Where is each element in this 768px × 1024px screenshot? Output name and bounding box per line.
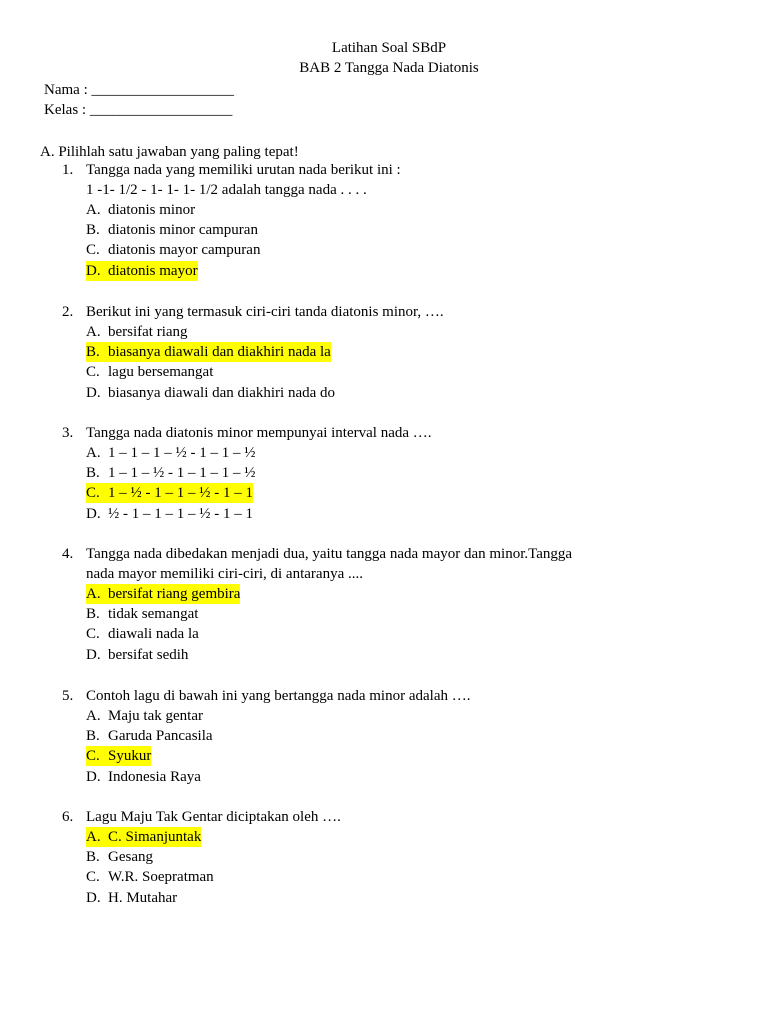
option-letter: B. <box>86 222 100 239</box>
option-text: 1 – 1 – 1 – ½ - 1 – 1 – ½ <box>108 445 256 461</box>
option-letter: D. <box>86 646 101 663</box>
question-body <box>86 160 676 281</box>
option-letter: B. <box>86 606 100 623</box>
question-text: Contoh lagu di bawah ini yang bertangga nada minor adalah …. <box>86 688 471 704</box>
answer-option <box>86 706 676 726</box>
answer-option <box>86 322 676 342</box>
option-text: biasanya diawali dan diakhiri nada la <box>108 344 331 361</box>
answer-option <box>86 362 676 382</box>
option-letter: C. <box>86 242 100 259</box>
highlighted-answer <box>86 584 240 604</box>
question-number: 2. <box>62 304 74 320</box>
answer-option <box>86 443 676 463</box>
option-text: Gesang <box>108 849 153 866</box>
answer-option <box>86 746 676 766</box>
highlighted-answer <box>86 827 201 847</box>
question-text: Lagu Maju Tak Gentar diciptakan oleh …. <box>86 809 341 825</box>
option-text: biasanya diawali dan diakhiri nada do <box>108 384 336 401</box>
question-text: Tangga nada yang memiliki urutan nada berikut ini : <box>86 162 401 178</box>
option-text: diatonis minor campuran <box>108 222 258 239</box>
option-content <box>86 463 256 483</box>
answer-option <box>86 827 676 847</box>
question-body <box>86 302 676 403</box>
option-letter: B. <box>86 849 100 866</box>
answer-option <box>86 604 676 624</box>
option-content <box>86 240 260 260</box>
answer-option <box>86 261 676 281</box>
option-text: Garuda Pancasila <box>108 728 213 745</box>
option-content <box>86 867 214 887</box>
option-letter: A. <box>86 586 101 602</box>
option-letter: C. <box>86 748 100 765</box>
option-letter: D. <box>86 889 101 906</box>
option-letter: B. <box>86 465 100 482</box>
answer-option <box>86 483 676 503</box>
option-text: diatonis minor <box>108 202 196 218</box>
option-text: Maju tak gentar <box>108 708 203 724</box>
option-text: diatonis mayor campuran <box>108 242 261 259</box>
option-letter: A. <box>86 202 101 218</box>
option-content <box>86 383 335 403</box>
option-text: diawali nada la <box>108 626 199 643</box>
question-number: 3. <box>62 425 74 441</box>
question-body <box>86 423 676 524</box>
answer-option <box>86 767 676 787</box>
option-letter: A. <box>86 324 101 340</box>
option-text: H. Mutahar <box>108 889 178 906</box>
option-text: diatonis mayor <box>108 262 198 279</box>
question-number: 4. <box>62 546 74 562</box>
option-content <box>86 200 195 220</box>
answer-option <box>86 383 676 403</box>
highlighted-answer <box>86 342 331 362</box>
question-number: 5. <box>62 688 74 704</box>
option-text: Syukur <box>108 748 152 765</box>
question-text: Tangga nada dibedakan menjadi dua, yaitu tangga nada mayor dan minor.Tangga <box>86 546 573 562</box>
answer-option <box>86 584 676 604</box>
option-text: tidak semangat <box>108 606 199 623</box>
answer-option <box>86 867 676 887</box>
question-body <box>86 544 676 665</box>
answer-option <box>86 342 676 362</box>
question-text: Tangga nada diatonis minor mempunyai interval nada …. <box>86 425 432 441</box>
option-text: 1 – ½ - 1 – 1 – ½ - 1 – 1 <box>108 485 253 502</box>
option-letter: D. <box>86 768 101 785</box>
option-letter: C. <box>86 364 100 381</box>
answer-option <box>86 504 676 524</box>
option-letter: D. <box>86 384 101 401</box>
option-text: 1 – 1 – ½ - 1 – 1 – 1 – ½ <box>108 465 256 482</box>
question-number: 6. <box>62 809 74 825</box>
answer-option <box>86 847 676 867</box>
option-letter: B. <box>86 344 100 361</box>
option-content <box>86 726 213 746</box>
answer-option <box>86 220 676 240</box>
document-header <box>0 38 768 78</box>
option-content <box>86 847 153 867</box>
option-text: ½ - 1 – 1 – 1 – ½ - 1 – 1 <box>108 505 253 522</box>
answer-option <box>86 645 676 665</box>
document-title: Latihan Soal SBdP <box>331 40 447 56</box>
option-letter: A. <box>86 708 101 724</box>
option-letter: A. <box>86 445 101 461</box>
question-number: 1. <box>62 162 74 178</box>
option-letter: C. <box>86 626 100 643</box>
question-body <box>86 807 676 908</box>
option-letter: C. <box>86 869 100 886</box>
option-text: bersifat riang <box>108 324 188 340</box>
option-text: lagu bersemangat <box>108 364 214 381</box>
option-content <box>86 645 188 665</box>
highlighted-answer <box>86 746 151 766</box>
option-content <box>86 362 213 382</box>
answer-option <box>86 726 676 746</box>
nama-field: Nama : ___________________ <box>44 82 234 98</box>
question-text: Berikut ini yang termasuk ciri-ciri tanda diatonis minor, …. <box>86 304 444 320</box>
answer-option <box>86 200 676 220</box>
option-text: bersifat riang gembira <box>108 586 241 602</box>
answer-option <box>86 888 676 908</box>
option-text: Indonesia Raya <box>108 768 201 785</box>
option-content <box>86 504 253 524</box>
option-content <box>86 322 188 342</box>
option-content <box>86 624 199 644</box>
answer-option <box>86 463 676 483</box>
question-body <box>86 686 676 787</box>
option-letter: C. <box>86 485 100 502</box>
option-letter: D. <box>86 505 101 522</box>
option-content <box>86 767 201 787</box>
option-text: bersifat sedih <box>108 646 189 663</box>
option-text: C. Simanjuntak <box>108 829 202 845</box>
answer-option <box>86 624 676 644</box>
option-text: W.R. Soepratman <box>108 869 214 886</box>
answer-option <box>86 240 676 260</box>
highlighted-answer <box>86 483 253 503</box>
section-instruction: A. Pilihlah satu jawaban yang paling tepat! <box>40 144 299 160</box>
option-letter: B. <box>86 728 100 745</box>
section-a <box>40 142 299 162</box>
question-text: nada mayor memiliki ciri-ciri, di antaranya .... <box>86 566 363 582</box>
option-letter: D. <box>86 262 101 279</box>
option-content <box>86 706 203 726</box>
document-subtitle: BAB 2 Tangga Nada Diatonis <box>299 60 479 76</box>
option-content <box>86 888 177 908</box>
option-content <box>86 604 198 624</box>
highlighted-answer <box>86 261 198 281</box>
option-content <box>86 220 258 240</box>
option-content <box>86 443 256 463</box>
question-text: 1 -1- 1/2 - 1- 1- 1- 1/2 adalah tangga nada . . . . <box>86 182 367 198</box>
kelas-field: Kelas : ___________________ <box>44 102 233 118</box>
option-letter: A. <box>86 829 101 845</box>
